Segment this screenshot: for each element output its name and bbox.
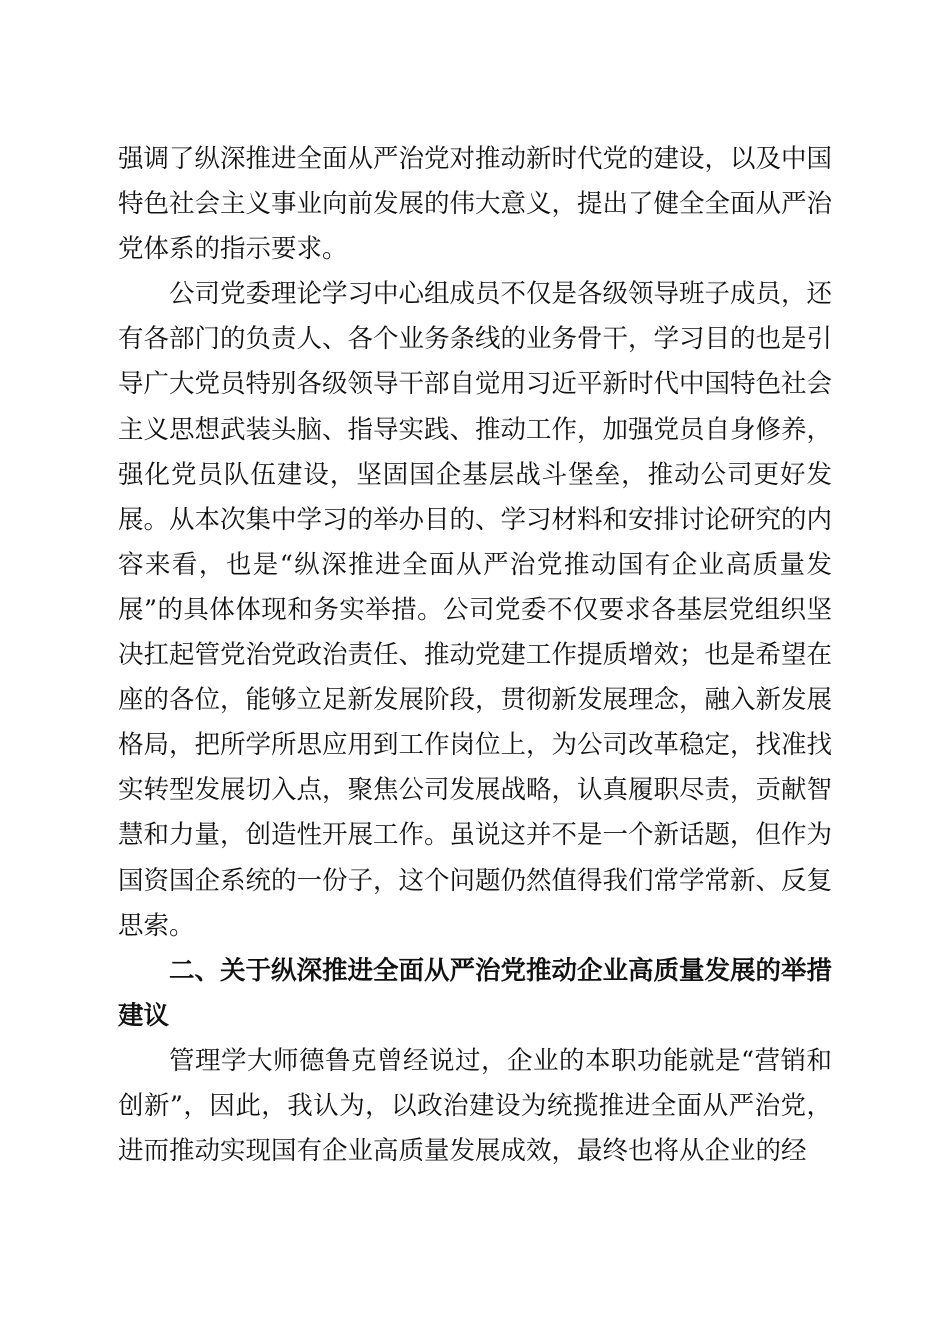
section-heading-two: 二、关于纵深推进全面从严治党推动企业高质量发展的举措建议 <box>118 955 833 1031</box>
paragraph-study-group: 公司党委理论学习中心组成员不仅是各级领导班子成员，还有各部门的负责人、各个业务条线的业务骨干，学习目的也是引导广大党员特别各级领导干部自觉用习近平新时代中国特色社会主义思想武装头脑、指导实践、推动工作，加强党员自身修养，强化党员队伍建设，坚固国企基层战斗堡垒，推动公司更好发展。从本次集中学习的举办目的、学习材料和安排讨论研究的内容来看，也是“纵深推进全面从严治党推动国有企业高质量发展”的具体体现和务实举措。公司党委不仅要求各基层党组织坚决扛起管党治党政治责任、推动党建工作提质增效；也是希望在座的各位，能够立足新发展阶段，贯彻新发展理念，融入新发展格局，把所学所思应用到工作岗位上，为公司改革稳定，找准找实转型发展切入点，聚焦公司发展战略，认真履职尽责，贡献智慧和力量，创造性开展工作。虽说这并不是一个新话题，但作为国资国企系统的一份子，这个问题仍然值得我们常学常新、反复思索。 <box>118 279 833 941</box>
document-page <box>118 137 832 1174</box>
paragraph-drucker: 管理学大师德鲁克曾经说过，企业的本职功能就是“营销和创新”，因此，我认为，以政治建设为统揽推进全面从严治党，进而推动实现国有企业高质量发展成效，最终也将从企业的经 <box>118 1045 832 1167</box>
paragraph-continuation: 强调了纵深推进全面从严治党对推动新时代党的建设，以及中国特色社会主义事业向前发展的伟大意义，提出了健全全面从严治党体系的指示要求。 <box>118 144 833 265</box>
